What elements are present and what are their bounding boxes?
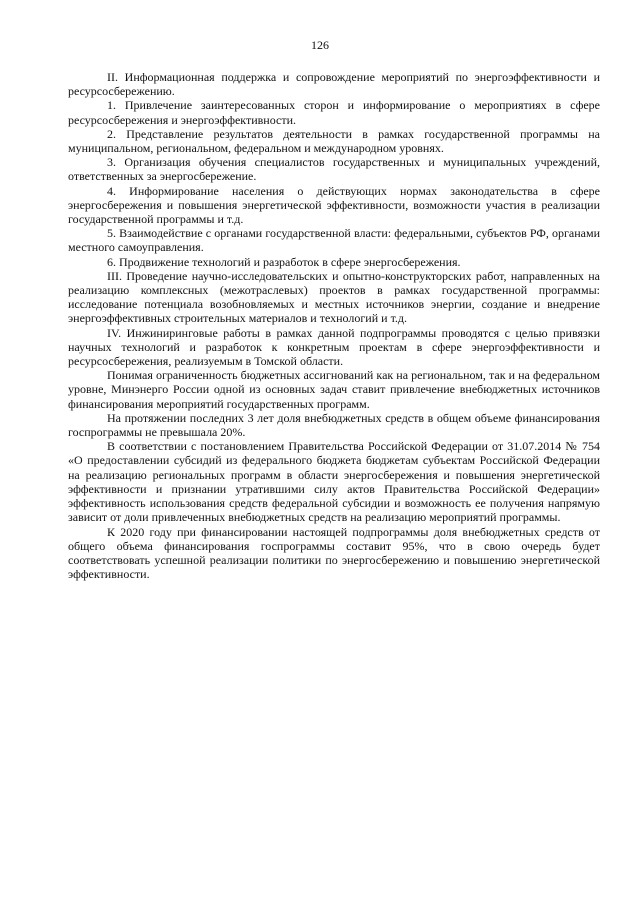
list-item-technology: 6. Продвижение технологий и разработок в сфере энергосбережения. bbox=[107, 254, 461, 269]
section-heading-research: III. Проведение научно-исследовательских и опытно-конструкторских работ, направленных на реализацию комплексных (межотраслевых) проектов в рамках государственной программы: исследование потенциала возобновляемых и местных источников энергии, создание и внедрение энергоэффективных строительных материалов и технологий и т.д. bbox=[68, 268, 600, 326]
page-number: 126 bbox=[311, 38, 329, 52]
paragraph-budget: Понимая ограниченность бюджетных ассигнований как на региональном, так и на федеральном уровне, Минэнерго России одной из основных задач ставит привлечение внебюджетных источников финансирования мероприятий государственных программ. bbox=[68, 368, 600, 411]
paragraph-share: На протяжении последних 3 лет доля внебюджетных средств в общем объеме финансирования госпрограммы не превышала 20%. bbox=[68, 410, 600, 440]
list-item-training: 3. Организация обучения специалистов государственных и муниципальных учреждений, ответственных за энергосбережение. bbox=[68, 155, 600, 184]
list-item-results: 2. Представление результатов деятельности в рамках государственной программы на муниципальном, региональном, федеральном и международном уровнях. bbox=[68, 126, 600, 156]
document-body bbox=[68, 70, 600, 581]
section-heading-engineering: IV. Инжиниринговые работы в рамках данной подпрограммы проводятся с целью привязки научных технологий и разработок к конкретным проектам в сфере энергоэффективности и ресурсосбережения, реализуемым в Томской области. bbox=[68, 325, 600, 369]
paragraph-forecast: К 2020 году при финансировании настоящей подпрограммы доля внебюджетных средств от общего объема финансирования госпрограммы составит 95%, что в свою очередь будет соответствовать успешной реализации политики по энергосбережению и повышению энергетической эффективности. bbox=[68, 524, 600, 582]
list-item-stakeholders: 1. Привлечение заинтересованных сторон и информирование о мероприятиях в сфере ресурсосбережения и энергоэффективности. bbox=[68, 98, 600, 127]
list-item-cooperation: 5. Взаимодействие с органами государственной власти: федеральными, субъектов РФ, органами местного самоуправления. bbox=[68, 226, 600, 255]
paragraph-resolution: В соответствии с постановлением Правительства Российской Федерации от 31.07.2014 № 754 «О предоставлении субсидий из федерального бюджета бюджетам субъектам Российской Федерации на реализацию региональных программ в области энергосбережения и повышения энергетической эффективности и признании утратившими силу актов Правительства Российской Федерации» эффективность использования средств федеральной субсидии и возможность ее получения напрямую зависит от доли привлеченных внебюджетных средств на реализацию мероприятий программы. bbox=[68, 439, 600, 525]
list-item-informing: 4. Информирование населения о действующих нормах законодательства в сфере энергосбережения и повышения энергетической эффективности, возможности участия в реализации государственной программы и т.д. bbox=[68, 183, 600, 227]
section-heading-info-support: II. Информационная поддержка и сопровождение мероприятий по энергоэффективности и ресурсосбережению. bbox=[68, 70, 600, 99]
